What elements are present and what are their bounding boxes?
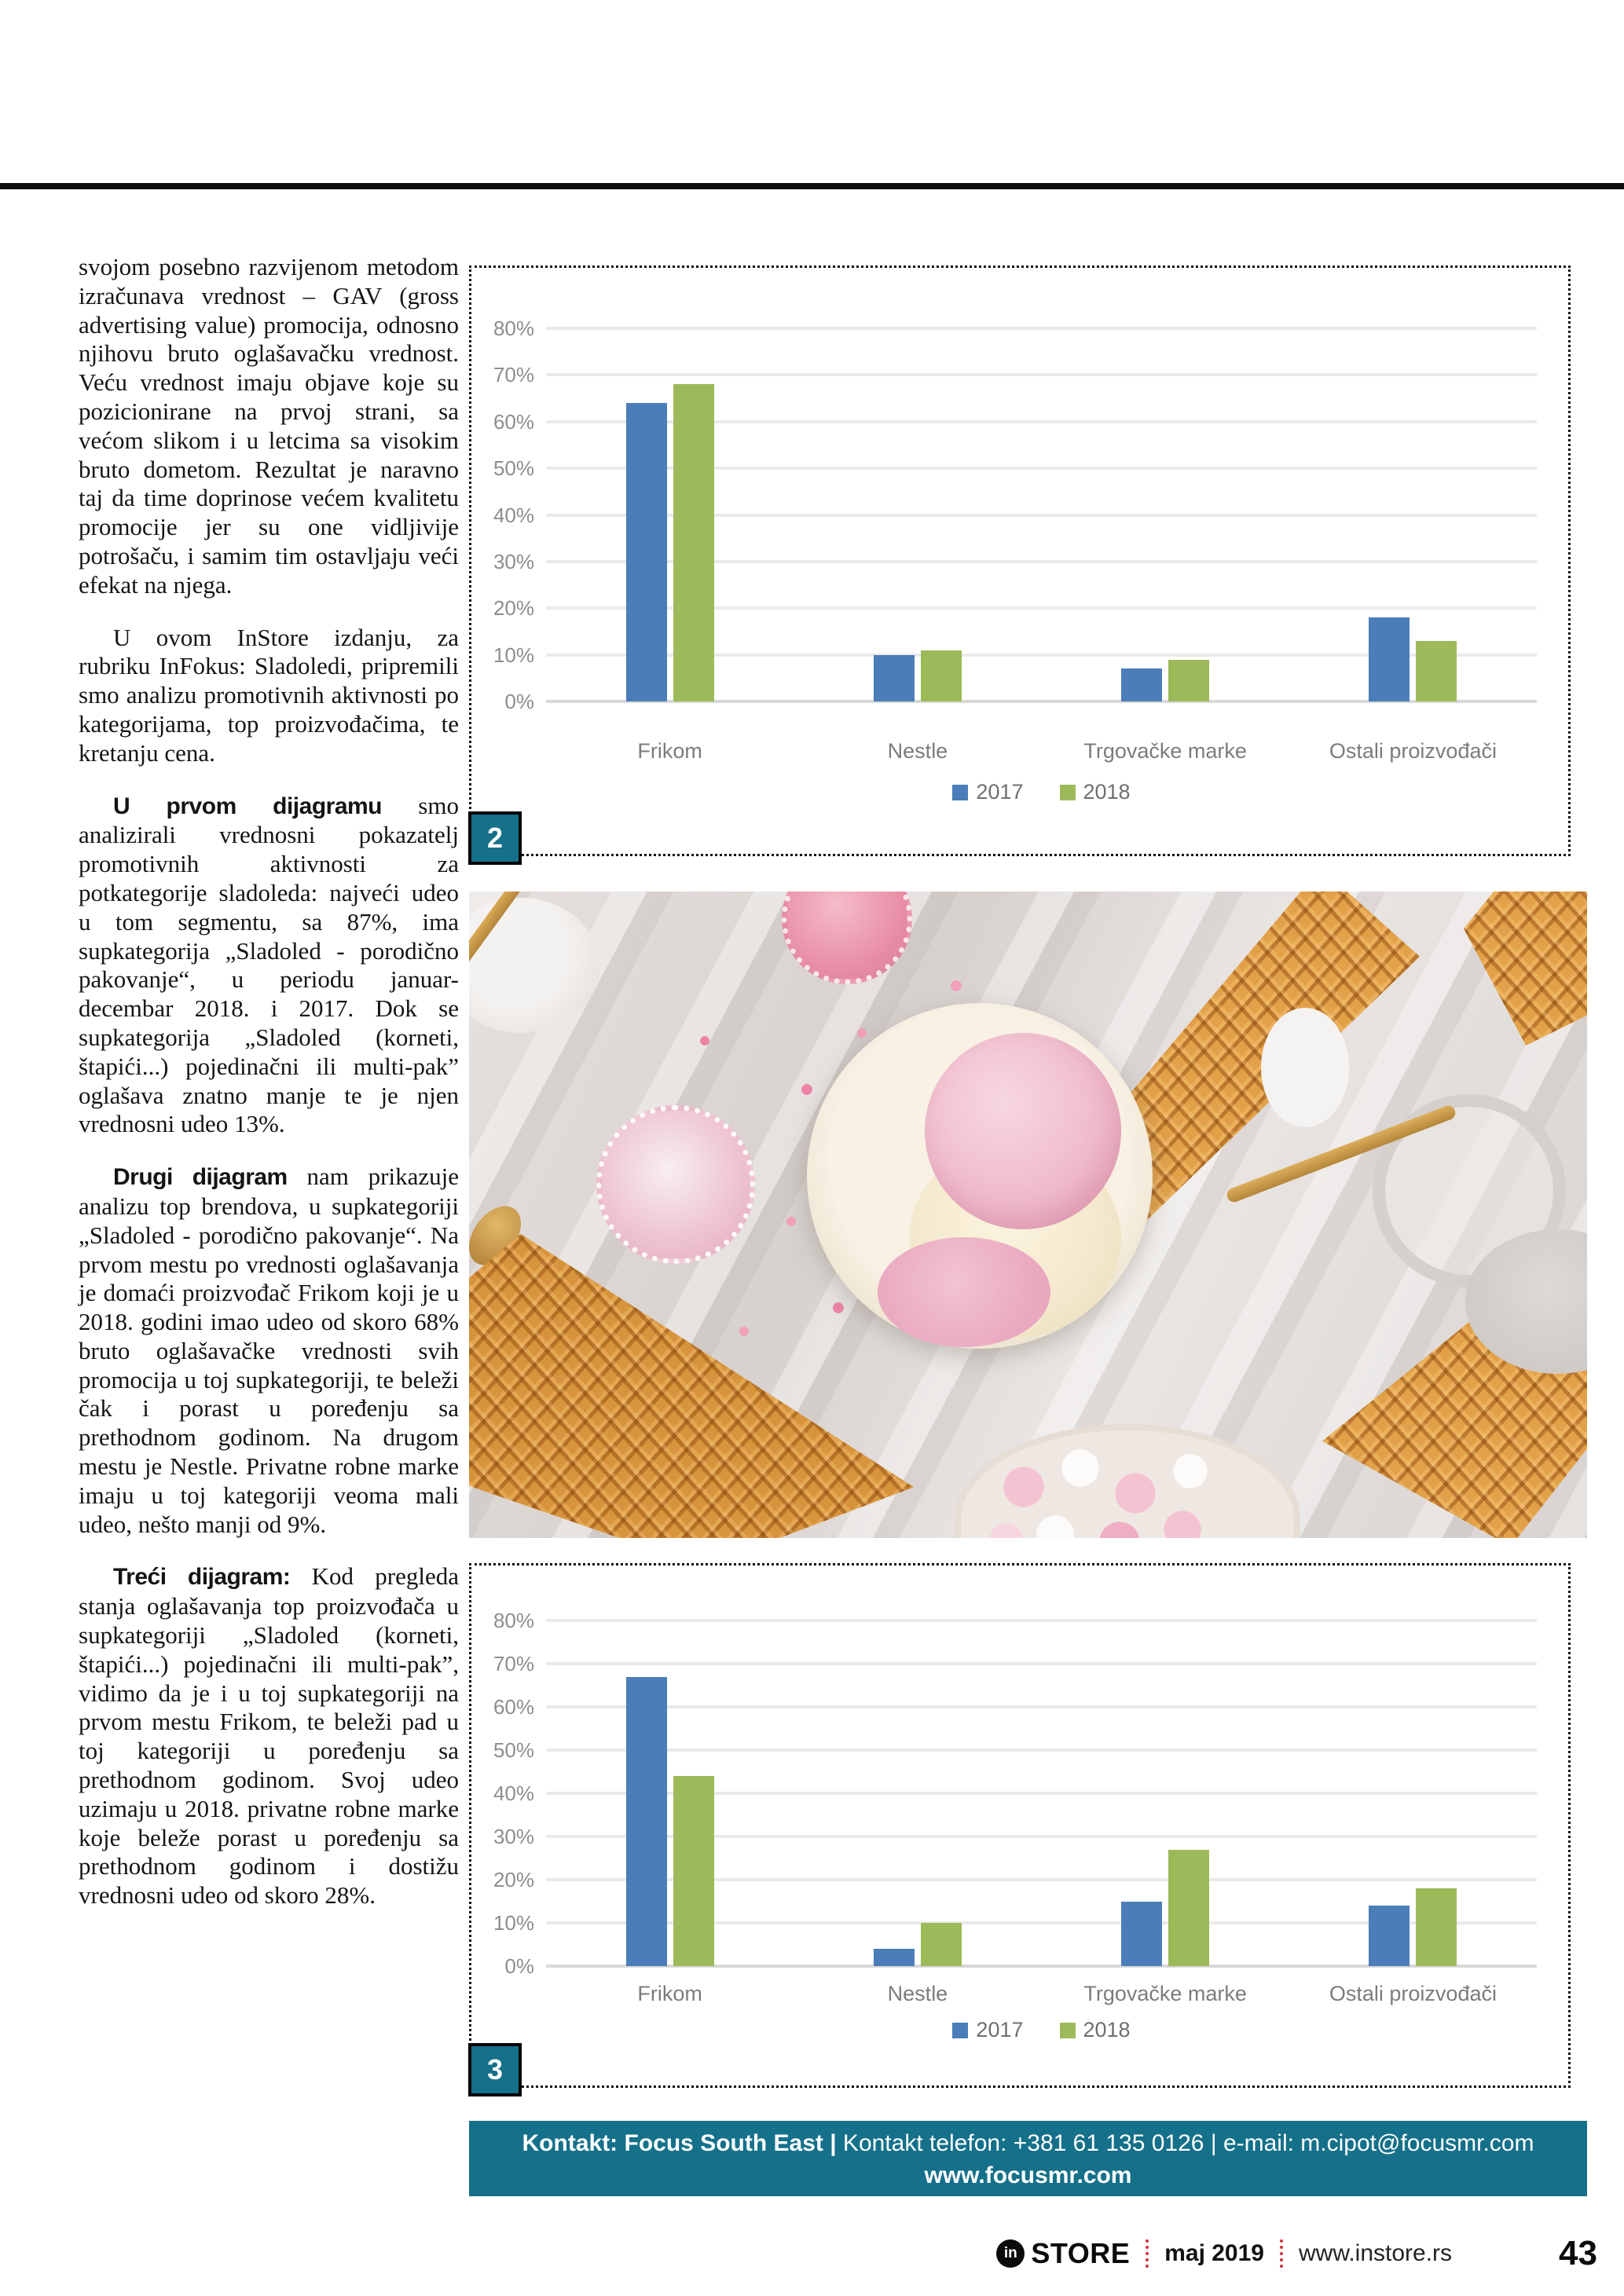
y-axis-tick-label: 20% [493, 1868, 534, 1891]
y-axis-tick-label: 20% [493, 596, 534, 621]
paragraph-lead: Drugi dijagram [113, 1164, 288, 1191]
footer-separator-icon [1280, 2239, 1283, 2268]
legend-swatch-icon [952, 2023, 968, 2038]
legend-label: 2018 [1083, 2018, 1131, 2041]
legend-label: 2017 [976, 2018, 1024, 2041]
bar-2017-trgova-ke-marke [1121, 668, 1162, 701]
gridline [546, 1749, 1537, 1752]
article-text-column [79, 253, 459, 1934]
x-axis-category-label: Ostali proizvođači [1329, 739, 1497, 763]
bar-2018-trgova-ke-marke [1168, 1850, 1209, 1967]
y-axis-tick-label: 30% [493, 1825, 534, 1848]
x-axis-category-label: Frikom [637, 739, 702, 763]
x-axis-category-label: Nestle [887, 1982, 948, 2005]
bar-2018-nestle [921, 1923, 962, 1966]
y-axis-tick-label: 40% [493, 503, 534, 527]
bar-2017-frikom [626, 1677, 667, 1967]
ice-cream-photo [469, 892, 1587, 1538]
y-axis-tick-label: 60% [493, 409, 534, 434]
x-axis-category-label: Trgovačke marke [1083, 1982, 1247, 2005]
y-axis-tick-label: 70% [493, 363, 534, 387]
paragraph-lead: Treći dijagram: [113, 1564, 291, 1591]
x-axis-category-label: Ostali proizvođači [1329, 1982, 1497, 2005]
y-axis-tick-label: 60% [493, 1695, 534, 1719]
instore-logo-text: STORE [1031, 2237, 1131, 2269]
legend-item-2018 [1060, 2018, 1131, 2042]
y-axis-tick-label: 10% [493, 1911, 534, 1935]
legend-item-2017 [952, 780, 1023, 804]
footer-website: www.instore.rs [1299, 2240, 1453, 2266]
y-axis-tick-label: 50% [493, 1738, 534, 1762]
footer-separator-icon [1146, 2239, 1149, 2268]
contact-website: www.focusmr.com [924, 2162, 1132, 2188]
y-axis-tick-label: 50% [493, 456, 534, 481]
y-axis-tick-label: 0% [504, 690, 534, 713]
legend-item-2017 [952, 2018, 1023, 2042]
bar-2017-ostali-proizvo-a-i [1369, 1906, 1410, 1966]
footer-issue-date: maj 2019 [1164, 2240, 1264, 2266]
bar-2018-frikom [673, 1776, 714, 1966]
y-axis-tick-label: 10% [493, 643, 534, 667]
contact-line-1 [469, 2127, 1587, 2160]
gridline [546, 1662, 1537, 1665]
paragraph-lead: U prvom dijagramu [113, 793, 382, 819]
chart-2-frame [469, 265, 1571, 856]
bar-2017-nestle [874, 1949, 915, 1966]
y-axis-tick-label: 70% [493, 1652, 534, 1675]
bar-2017-trgova-ke-marke [1121, 1902, 1162, 1967]
bar-2017-ostali-proizvo-a-i [1369, 617, 1410, 701]
article-paragraph: U ovom InStore izdanju, za rubriku InFokus: Sladoledi, pripremili smo analizu promotivnih aktivnosti po kategorijama, top proizvođačima, te kretanju cena. [79, 623, 459, 767]
footer [996, 2234, 1597, 2273]
pink-swirl [878, 1237, 1050, 1347]
legend-item-2018 [1060, 780, 1131, 804]
instore-logo [996, 2237, 1130, 2270]
legend-swatch-icon [1060, 2023, 1076, 2038]
chart-2-badge: 2 [468, 811, 522, 865]
bar-2018-ostali-proizvo-a-i [1416, 1888, 1457, 1966]
x-axis-category-label: Nestle [887, 739, 948, 763]
strawberry-scoop [925, 1033, 1121, 1229]
bar-2018-ostali-proizvo-a-i [1416, 641, 1457, 701]
article-paragraph: U prvom dijagramu smo analizirali vrednosni pokazatelj promotivnih aktivnosti za potkategorije sladoleda: najveći udeo u tom segmentu, sa 87%, ima supkategorija „Sladoled - porodično pakovanje“, u periodu januar-decembar 2018. i 2017. Dok se supkategorija „Sladoled (korneti, štapići...) pojedinačni ili multi-pak” oglašava znatno manje te je njen vrednosni udeo 13%. [79, 791, 459, 1138]
gridline [546, 1705, 1537, 1708]
chart-legend [546, 2018, 1537, 2042]
legend-swatch-icon [952, 785, 968, 800]
gridline [546, 373, 1537, 376]
white-dish [1261, 1008, 1349, 1127]
legend-label: 2018 [1083, 780, 1131, 804]
y-axis-tick-label: 80% [493, 317, 534, 340]
top-divider-rule [0, 183, 1624, 189]
y-axis-tick-label: 80% [493, 1609, 534, 1632]
chart-legend [546, 780, 1537, 804]
article-paragraph: svojom posebno razvijenom metodom izračunava vrednost – GAV (gross advertising value) promocija, odnosno njihovu bruto oglašavačku vrednost. Veću vrednost imaju objave koje su pozicionirane na prvoj strani, sa većom slikom i u letcima sa visokim bruto dometom. Rezultat je naravno taj da time doprinose većem kvalitetu promocije jer su one vidljivije potrošaču, i samim tim ostavljaju veći efekat na njega. [79, 253, 459, 599]
bar-2018-nestle [921, 650, 962, 701]
page-number: 43 [1559, 2234, 1597, 2272]
bar-2018-frikom [673, 384, 714, 701]
gridline [546, 1619, 1537, 1622]
legend-swatch-icon [1060, 785, 1076, 800]
instore-logo-icon: in [996, 2239, 1025, 2268]
chart-3-frame [469, 1563, 1571, 2088]
bar-2018-trgova-ke-marke [1168, 660, 1209, 701]
bar-2017-frikom [626, 403, 667, 701]
gridline [546, 327, 1537, 330]
y-axis-tick-label: 30% [493, 549, 534, 573]
article-paragraph: Drugi dijagram nam prikazuje analizu top brendova, u supkategoriji „Sladoled - porodično pakovanje“. Na prvom mestu po vrednosti oglašavanja je domaći proizvođač Frikom koji je u 2018. godini imao udeo od skoro 68% bruto oglašavačke vrednosti svih promocija u toj supkategoriji, te beleži čak i porast u poređenju sa prethodnom godinom. Na drugom mestu je Nestle. Privatne robne marke imaju u toj kategoriji veoma mali udeo, nešto manji od 9%. [79, 1163, 459, 1538]
contact-bar [469, 2121, 1587, 2196]
y-axis-tick-label: 0% [504, 1954, 534, 1978]
chart-3-badge: 3 [468, 2043, 522, 2096]
legend-label: 2017 [976, 780, 1024, 804]
article-paragraph: Treći dijagram: Kod pregleda stanja oglašavanja top proizvođača u supkategoriji „Sladoled (korneti, štapići...) pojedinačni ili multi-pak”, vidimo da je i u toj supkategoriji na prvom mestu Frikom, te beleži pad u toj kategoriji u poređenju sa prethodnom godinom. Svoj udeo uzimaju u 2018. privatne robne marke koje beleže porast u poređenju sa prethodnom godinom i dostižu vrednosni udeo od skoro 28%. [79, 1562, 459, 1910]
bar-2017-nestle [874, 655, 915, 701]
x-axis-category-label: Frikom [637, 1982, 702, 2005]
contact-name: Kontakt: Focus South East | [522, 2130, 837, 2156]
y-axis-tick-label: 40% [493, 1782, 534, 1805]
x-axis-category-label: Trgovačke marke [1083, 739, 1247, 763]
contact-details: Kontakt telefon: +381 61 135 0126 | e-mail: m.cipot@focusmr.com [836, 2130, 1534, 2156]
pale-pink-cupcake [596, 1105, 755, 1264]
